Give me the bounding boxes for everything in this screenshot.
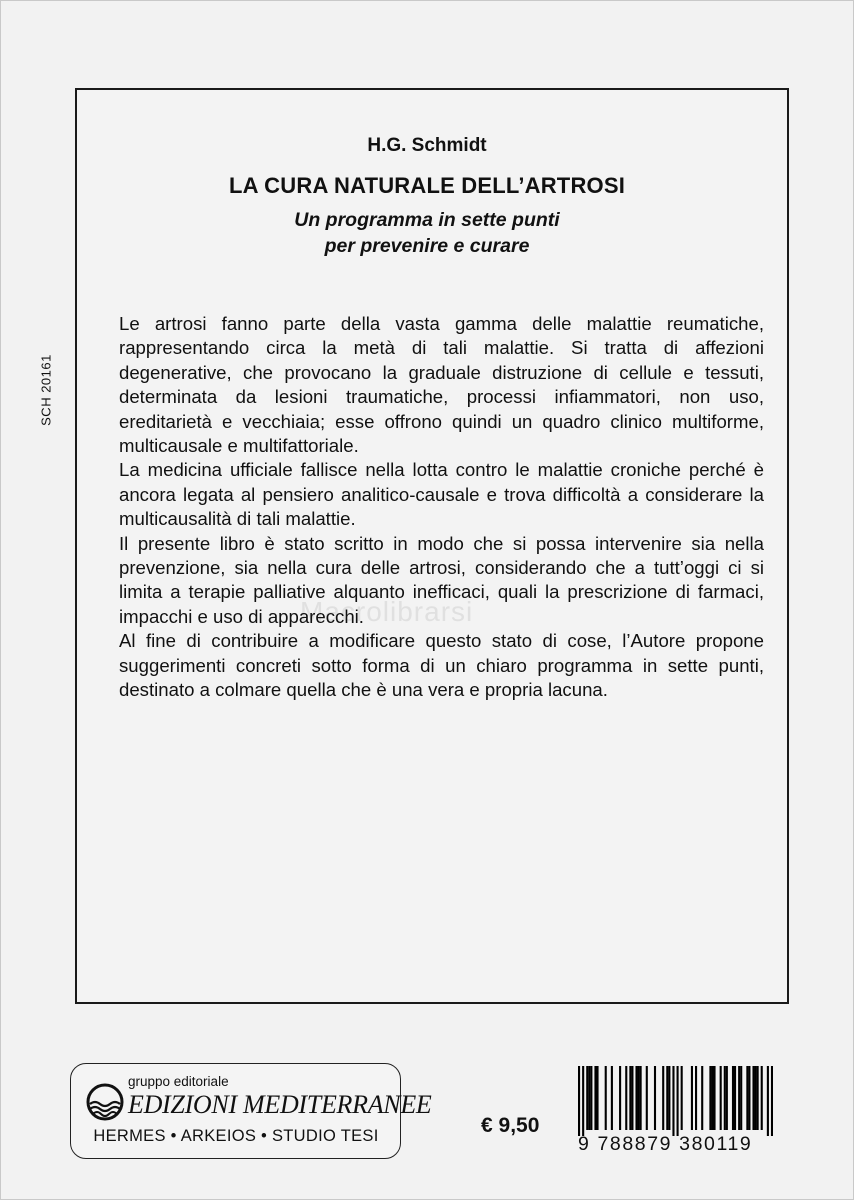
barcode-bar [771, 1066, 773, 1136]
barcode-bar [677, 1066, 679, 1136]
barcode-bar [709, 1066, 711, 1130]
book-title: LA CURA NATURALE DELL’ARTROSI [228, 173, 626, 198]
blurb-paragraph: Al fine di contribuire a modificare questo stato di cose, l’Autore propone suggerimenti concreti sotto forma di un chiaro programma in sette punti, destinato a colmare quella che è una vera e propria lacuna. [119, 630, 764, 701]
waves-logo-icon [82, 1082, 128, 1122]
barcode-bar [720, 1066, 722, 1130]
isbn-digits: 9 788879 380119 [578, 1133, 753, 1155]
barcode-bar [681, 1066, 683, 1130]
subtitle-line: per prevenire e curare [324, 235, 530, 257]
barcode-bar [625, 1066, 627, 1130]
barcode [578, 1066, 773, 1136]
barcode-bar [752, 1066, 754, 1130]
barcode-bar [738, 1066, 740, 1130]
barcode-bar [586, 1066, 588, 1130]
barcode-bar [635, 1066, 637, 1130]
blurb-paragraph: Il presente libro è stato scritto in modo che si possa intervenire sia nella prevenzione, sia nella cura delle artrosi, considerando che a tutt’oggi ci si limita a terapie palliative alquanto inefficaci, quali la prescrizione di farmaci, impacchi e uso di apparecchi. [119, 532, 764, 627]
barcode-bar [638, 1066, 640, 1130]
barcode-bar [631, 1066, 633, 1130]
barcode-bar [662, 1066, 664, 1130]
barcode-bar [740, 1066, 742, 1130]
barcode-bar [590, 1066, 592, 1130]
barcode-bar [695, 1066, 697, 1130]
barcode-bar [619, 1066, 621, 1130]
publisher-imprints: HERMES • ARKEIOS • STUDIO TESI [93, 1127, 379, 1145]
book-subtitle [0, 207, 854, 259]
barcode-bar [654, 1066, 656, 1130]
barcode-bar [668, 1066, 670, 1130]
barcode-bar [588, 1066, 590, 1130]
barcode-bar [701, 1066, 703, 1130]
barcode-bar [578, 1066, 580, 1136]
barcode-bar [755, 1066, 757, 1130]
blurb-paragraph: La medicina ufficiale fallisce nella lotta contro le malattie croniche perché è ancora legata al pensiero analitico-causale e trova difficoltà a considerare la multicausalità di tali malattie. [119, 459, 764, 530]
barcode-bar [757, 1066, 759, 1130]
barcode-bar [605, 1066, 607, 1130]
side-code: SCH 20161 [38, 354, 54, 426]
barcode-bar [748, 1066, 750, 1130]
barcode-bar [734, 1066, 736, 1130]
barcode-bar [746, 1066, 748, 1130]
author-name: H.G. Schmidt [367, 135, 487, 156]
barcode-bar [732, 1066, 734, 1130]
barcode-bar [646, 1066, 648, 1130]
barcode-bar [582, 1066, 584, 1136]
barcode-bar [767, 1066, 769, 1136]
barcode-bar [713, 1066, 715, 1130]
barcode-bar [691, 1066, 693, 1130]
publisher-name: EDIZIONI MEDITERRANEE [128, 1090, 432, 1119]
publisher-group-label: gruppo editoriale [128, 1074, 229, 1089]
barcode-bar [611, 1066, 613, 1130]
blurb-paragraph: Le artrosi fanno parte della vasta gamma delle malattie reumatiche, rappresentando circa la metà di tali malattie. Si tratta di affezioni degenerative, che provocano la graduale distruzione di cellule e tessuti, determinata da lesioni traumatiche, processi infiammatori, non uso, ereditarietà e vecchiaia; esse offrono quindi un quadro clinico multiforme, multicausale e multifattoriale. [119, 313, 764, 457]
barcode-bar [666, 1066, 668, 1130]
barcode-bar [726, 1066, 728, 1130]
barcode-bar [640, 1066, 642, 1130]
blurb-text [119, 312, 764, 703]
price: € 9,50 [481, 1114, 540, 1137]
barcode-bar [596, 1066, 598, 1130]
barcode-bar [629, 1066, 631, 1130]
subtitle-line: Un programma in sette punti [294, 209, 560, 231]
barcode-bar [761, 1066, 763, 1130]
watermark: Macrolibrarsi [300, 596, 474, 627]
barcode-bar [724, 1066, 726, 1130]
barcode-bar [672, 1066, 674, 1136]
barcode-bar [594, 1066, 596, 1130]
barcode-bar [711, 1066, 713, 1130]
